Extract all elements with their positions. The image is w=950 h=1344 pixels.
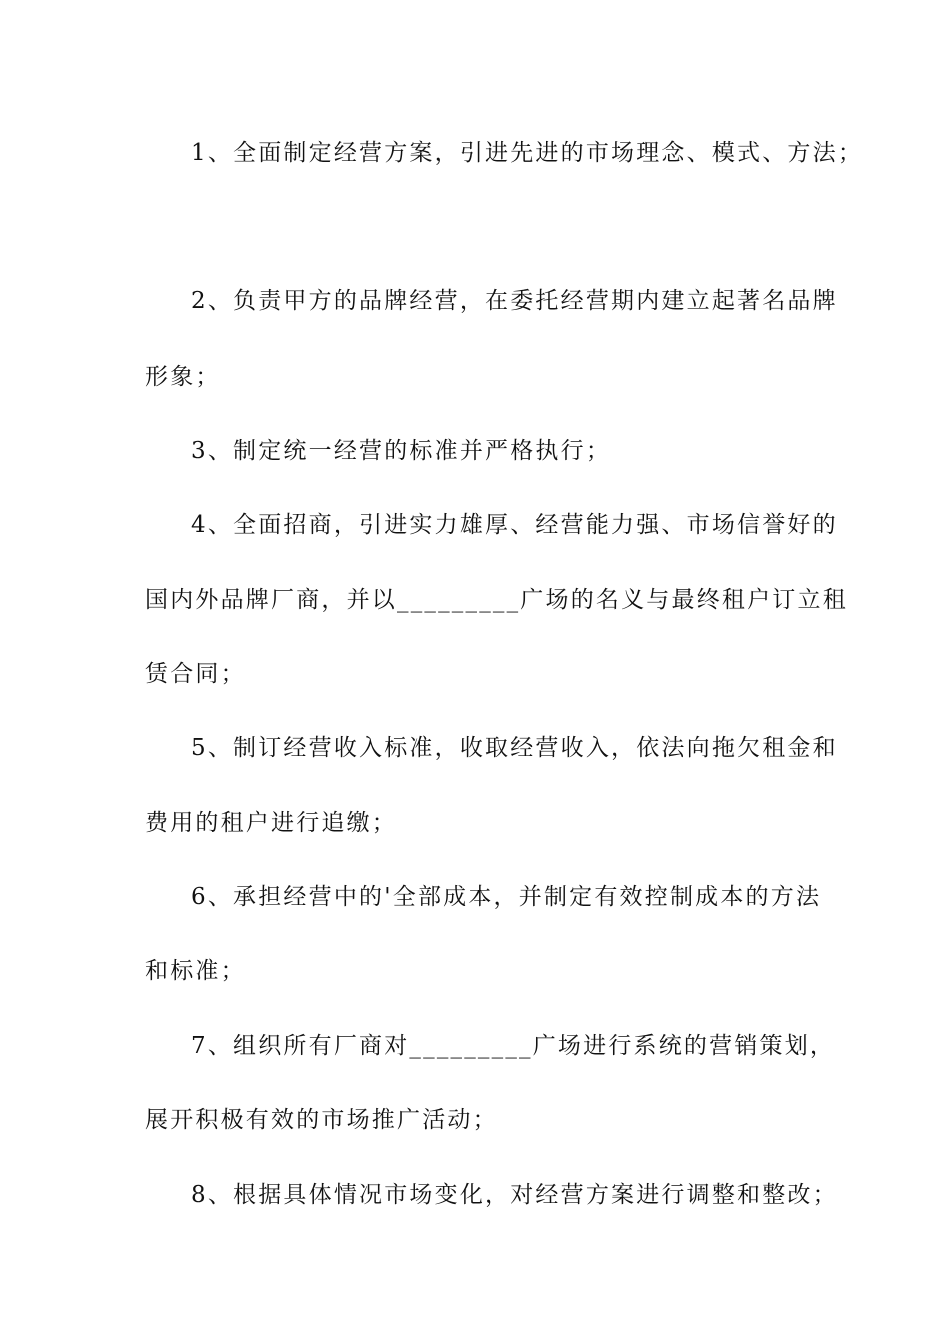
item-6-line-1: 6、承担经营中的'全部成本，并制定有效控制成本的方法 xyxy=(191,884,822,910)
item-2-line-1: 2、负责甲方的品牌经营，在委托经营期内建立起著名品牌 xyxy=(191,288,838,314)
item-1-line-1: 1、全面制定经营方案，引进先进的市场理念、模式、方法； xyxy=(191,140,864,166)
item-8-line-1: 8、根据具体情况市场变化，对经营方案进行调整和整改； xyxy=(191,1182,838,1208)
item-4-line-3: 赁合同； xyxy=(145,661,246,687)
item-4-line-1: 4、全面招商，引进实力雄厚、经营能力强、市场信誉好的 xyxy=(191,512,838,538)
item-7-line-1: 7、组织所有厂商对_________广场进行系统的营销策划， xyxy=(191,1033,836,1059)
item-3-line-1: 3、制定统一经营的标准并严格执行； xyxy=(191,438,612,464)
item-5-line-2: 费用的租户进行追缴； xyxy=(145,810,397,836)
item-4-line-2: 国内外品牌厂商，并以_________广场的名义与最终租户订立租 xyxy=(145,587,848,613)
item-5-line-1: 5、制订经营收入标准，收取经营收入，依法向拖欠租金和 xyxy=(191,735,838,761)
item-2-line-2: 形象； xyxy=(145,364,221,390)
item-6-line-2: 和标准； xyxy=(145,958,246,984)
item-7-line-2: 展开积极有效的市场推广活动； xyxy=(145,1107,498,1133)
